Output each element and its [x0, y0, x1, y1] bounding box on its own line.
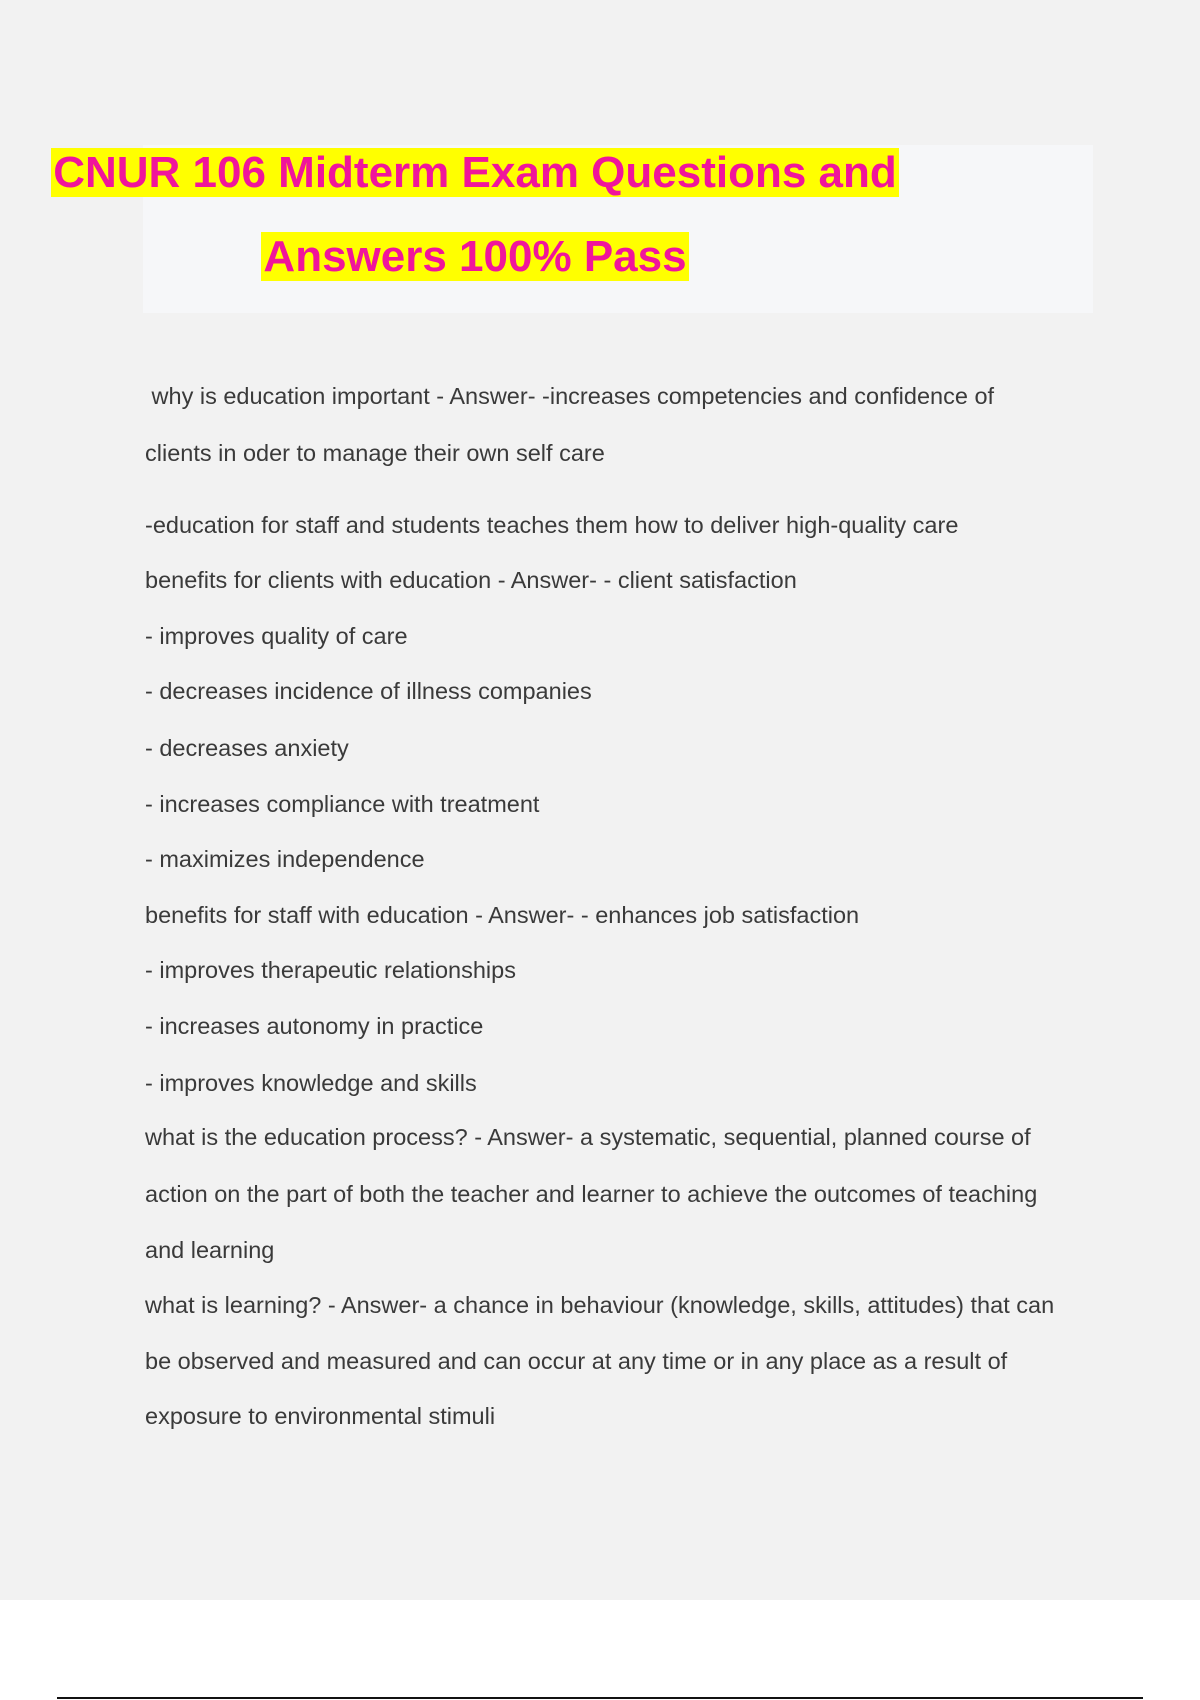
text-line: - improves knowledge and skills — [145, 1070, 477, 1096]
text-line: what is the education process? - Answer- a systematic, sequential, planned course of — [145, 1124, 1031, 1150]
text-line: clients in oder to manage their own self care — [145, 440, 605, 466]
text-line: be observed and measured and can occur at any time or in any place as a result of — [145, 1348, 1008, 1374]
text-line: - increases autonomy in practice — [145, 1013, 484, 1039]
title-highlight-2: Answers 100% Pass — [263, 232, 687, 281]
text-line: why is education important - Answer- -increases competencies and confidence of — [145, 383, 995, 409]
text-line: -education for staff and students teaches them how to deliver high-quality care — [145, 512, 959, 538]
document-title-line-2 — [0, 229, 950, 285]
text-line: and learning — [145, 1237, 275, 1263]
text-line: - increases compliance with treatment — [145, 791, 540, 817]
text-line: benefits for clients with education - Answer- - client satisfaction — [145, 567, 797, 593]
text-line: - improves quality of care — [145, 623, 408, 649]
title-highlight-1: CNUR 106 Midterm Exam Questions and — [53, 148, 897, 197]
document-title-line-1 — [0, 145, 950, 201]
text-line: action on the part of both the teacher and learner to achieve the outcomes of teaching — [145, 1181, 1038, 1207]
text-line: - improves therapeutic relationships — [145, 957, 516, 983]
text-line: - decreases incidence of illness companies — [145, 678, 592, 704]
text-line: - decreases anxiety — [145, 735, 349, 761]
text-line: benefits for staff with education - Answer- - enhances job satisfaction — [145, 902, 860, 928]
text-line: - maximizes independence — [145, 846, 425, 872]
text-line: what is learning? - Answer- a chance in behaviour (knowledge, skills, attitudes) that can — [145, 1292, 1055, 1318]
footer-divider — [57, 1697, 1143, 1699]
text-line: exposure to environmental stimuli — [145, 1403, 496, 1429]
